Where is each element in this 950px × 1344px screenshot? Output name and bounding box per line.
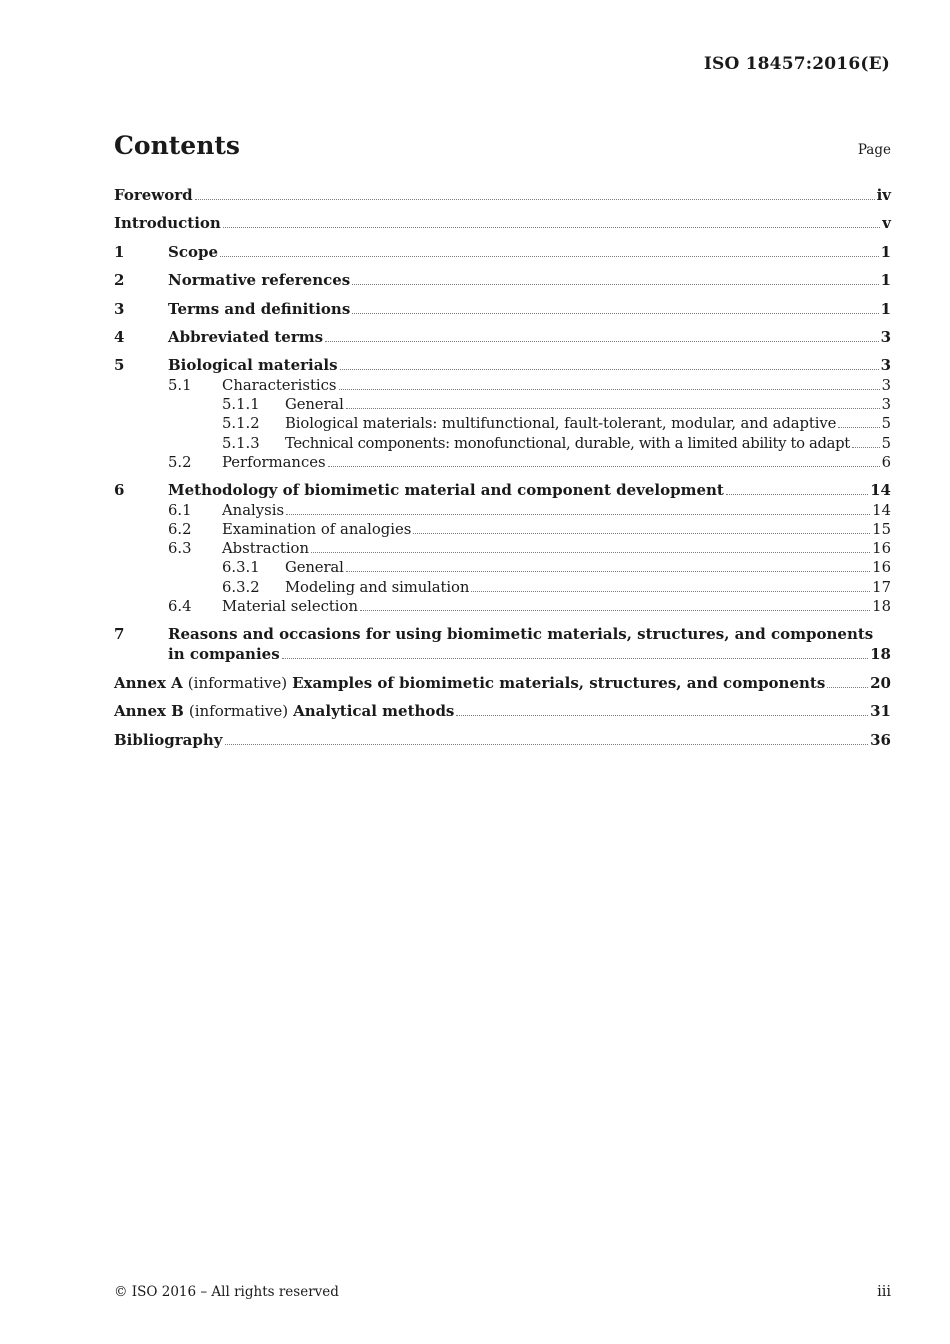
toc-entry-modeling-and-simulation[interactable]: [114, 576, 891, 595]
toc-entry-general-5-1-1[interactable]: [114, 394, 891, 413]
toc-number: 5: [114, 356, 125, 375]
toc-label: Characteristics: [222, 376, 337, 394]
dot-leader: [827, 687, 868, 688]
toc-entry-annex-a[interactable]: [114, 672, 891, 692]
dot-leader: [339, 389, 880, 390]
toc-number: 4: [114, 327, 125, 346]
dot-leader: [352, 284, 878, 285]
page-column-label: Page: [857, 142, 891, 158]
toc-label: Abstraction: [222, 540, 309, 558]
toc-label: Modeling and simulation: [285, 578, 470, 596]
toc-page: 5: [881, 434, 891, 452]
toc-page: 3: [881, 376, 891, 394]
toc-page: 6: [881, 453, 891, 471]
toc-label: Material selection: [222, 598, 358, 615]
dot-leader: [225, 744, 869, 745]
toc-page: 14: [872, 501, 891, 519]
toc-number: 6.3.2: [222, 578, 260, 596]
toc-entry-biological-materials[interactable]: [114, 354, 891, 374]
toc-page: 18: [870, 645, 891, 664]
page-number: iii: [877, 1284, 891, 1300]
toc-label: Examination of analogies: [222, 520, 412, 538]
toc-label: Normative references: [168, 271, 351, 290]
toc-label: Performances: [222, 453, 326, 471]
toc-page: 3: [881, 395, 891, 413]
toc-number: 7: [114, 625, 125, 644]
toc-annex-informative: (informative): [188, 702, 289, 721]
toc-number: 3: [114, 299, 125, 318]
toc-label: Analysis: [222, 501, 285, 519]
toc-label: Methodology of biomimetic material and component development: [168, 481, 724, 500]
toc-page: 5: [881, 415, 891, 433]
dot-leader: [195, 199, 875, 200]
toc-number: 6: [114, 481, 125, 500]
toc-entry-bibliography[interactable]: [114, 729, 891, 749]
toc-page: 16: [872, 540, 891, 558]
toc-label: Foreword: [114, 186, 193, 204]
toc-annex-informative: (informative): [187, 673, 288, 692]
toc-entry-foreword[interactable]: [114, 184, 891, 204]
dot-leader: [340, 369, 879, 370]
toc-entry-performances[interactable]: [114, 452, 891, 471]
toc-entry-material-selection[interactable]: [114, 596, 891, 615]
toc-page: 14: [870, 481, 891, 500]
toc-page: 17: [872, 578, 891, 596]
toc-entry-annex-b[interactable]: [114, 700, 891, 720]
dot-leader: [325, 341, 878, 342]
toc-number: 1: [114, 242, 125, 261]
toc-label-continued: in companies: [168, 645, 280, 664]
toc-label: Bibliography: [114, 730, 223, 749]
toc-label: Scope: [168, 242, 219, 261]
dot-leader: [360, 610, 870, 611]
toc-entry-technical-components[interactable]: [114, 432, 891, 451]
toc-label: General: [285, 395, 344, 413]
toc-number: 6.1: [168, 501, 192, 519]
toc-label: Introduction: [114, 214, 221, 233]
dot-leader: [311, 552, 870, 553]
toc-number: 6.4: [168, 598, 192, 615]
toc-entry-introduction[interactable]: [114, 212, 891, 232]
dot-leader: [352, 313, 878, 314]
toc-page: v: [882, 214, 891, 233]
dot-leader: [346, 408, 880, 409]
toc-page: 31: [870, 702, 891, 721]
toc-page: 1: [880, 242, 891, 261]
toc-number: 5.2: [168, 453, 192, 471]
toc-page: 3: [880, 356, 891, 375]
toc-number: 6.3.1: [222, 559, 260, 577]
toc-number: 5.1.2: [222, 415, 260, 433]
toc-label: Biological materials: multifunctional, fault-tolerant, modular, and adaptive: [285, 415, 837, 433]
toc-entry-normative-references[interactable]: [114, 269, 891, 289]
contents-title: Contents: [114, 131, 241, 160]
toc-entry-scope[interactable]: [114, 241, 891, 261]
toc-number: 6.2: [168, 520, 192, 538]
toc-page: 3: [880, 327, 891, 346]
toc-number: 5.1.1: [222, 395, 260, 413]
toc-number: 5.1.3: [222, 434, 260, 452]
toc-page: 15: [872, 520, 891, 538]
toc-page: 1: [880, 271, 891, 290]
toc-entry-abstraction[interactable]: [114, 538, 891, 557]
toc-annex-prefix: Annex A: [114, 673, 183, 692]
toc-entry-analysis[interactable]: [114, 499, 891, 518]
copyright-notice: © ISO 2016 – All rights reserved: [114, 1284, 339, 1300]
dot-leader: [413, 533, 870, 534]
toc-annex-prefix: Annex B: [114, 702, 184, 721]
toc-entry-reasons-and-occasions[interactable]: [114, 623, 891, 663]
toc-label: Abbreviated terms: [168, 327, 324, 346]
dot-leader: [838, 427, 879, 428]
dot-leader: [726, 494, 868, 495]
dot-leader: [282, 658, 868, 659]
dot-leader: [346, 571, 870, 572]
toc-number: 5.1: [168, 376, 192, 394]
toc-label: Terms and definitions: [168, 299, 351, 318]
toc-entry-abbreviated-terms[interactable]: [114, 326, 891, 346]
toc-label: Analytical methods: [293, 702, 455, 721]
dot-leader: [223, 227, 880, 228]
toc-label: Examples of biomimetic materials, structures, and components: [292, 673, 826, 692]
toc-page: 20: [870, 673, 891, 692]
toc-label: General: [285, 559, 344, 577]
dot-leader: [328, 466, 880, 467]
toc-page: 36: [870, 730, 891, 749]
table-of-contents: [114, 184, 891, 749]
dot-leader: [471, 591, 870, 592]
toc-entry-methodology[interactable]: [114, 479, 891, 499]
dot-leader: [852, 447, 880, 448]
toc-label: Reasons and occasions for using biomimetic materials, structures, and components: [168, 625, 874, 644]
toc-number: 2: [114, 271, 125, 290]
page-footer: [114, 1284, 891, 1300]
toc-entry-examination-of-analogies[interactable]: [114, 519, 891, 538]
dot-leader: [456, 715, 868, 716]
dot-leader: [286, 514, 870, 515]
toc-page: 1: [880, 299, 891, 318]
toc-page: iv: [876, 186, 891, 204]
toc-entry-characteristics[interactable]: [114, 374, 891, 393]
toc-entry-general-6-3-1[interactable]: [114, 557, 891, 576]
toc-label: Technical components: monofunctional, durable, with a limited ability to adapt: [285, 434, 850, 452]
toc-entry-terms-and-definitions[interactable]: [114, 298, 891, 318]
toc-number: 6.3: [168, 540, 192, 558]
toc-entry-biological-materials-multifunctional[interactable]: [114, 413, 891, 432]
dot-leader: [220, 256, 879, 257]
toc-label: Biological materials: [168, 356, 338, 375]
toc-page: 16: [872, 559, 891, 577]
contents-header: [114, 131, 891, 160]
toc-page: 18: [872, 598, 891, 615]
document-id: ISO 18457:2016(E): [703, 54, 890, 74]
